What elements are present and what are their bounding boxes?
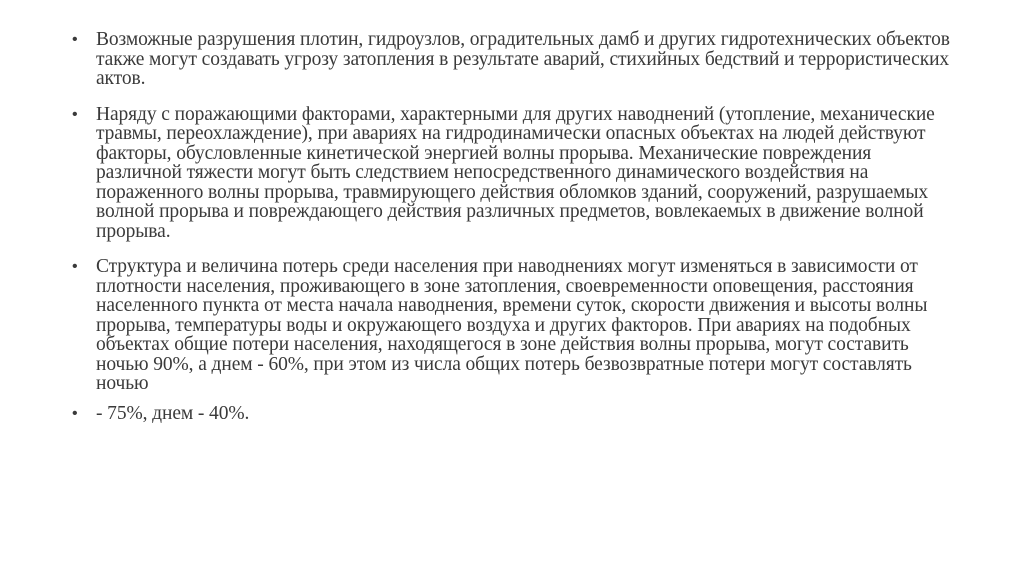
bullet-item-dam-failures <box>72 30 952 89</box>
bullet-text: Структура и величина потерь среди населения при наводнениях могут изменяться в зависимости от плотности населения, проживающего в зоне затопления, своевременности оповещения, расстояния населенного пункта от места начала наводнения, времени суток, скорости движения и высоты волны прорыва, температуры воды и окружающего воздуха и других факторов. При авариях на подобных объектах общие потери населения, находящегося в зоне действия волны прорыва, могут составить ночью 90%, а днем - 60%, при этом из числа общих потерь безвозвратные потери могут составлять ночью <box>96 256 928 394</box>
bullet-text: Возможные разрушения плотин, гидроузлов, оградительных дамб и других гидротехнических объектов также могут создавать угрозу затопления в результате аварий, стихийных бедствий и террористических актов. <box>96 29 950 89</box>
bullet-text: Наряду с поражающими факторами, характерными для других наводнений (утопление, механические травмы, переохлаждение), при авариях на гидродинамически опасных объектах на людей действуют факторы, обусловленные кинетической энергией волны прорыва. Механические повреждения различной тяжести могут быть следствием непосредственного динамического воздействия на пораженного волны прорыва, травмирующего действия обломков зданий, сооружений, разрушаемых волной прорыва и повреждающего действия различных предметов, вовлекаемых в движение волной прорыва. <box>96 103 935 242</box>
bullet-icon: • <box>72 31 78 48</box>
bullet-icon: • <box>72 404 78 422</box>
bullet-item-damaging-factors <box>72 105 952 242</box>
bullet-text: - 75%, днем - 40%. <box>96 402 250 424</box>
bullet-item-loss-percentages <box>72 404 952 424</box>
bullet-icon: • <box>72 258 78 275</box>
bullet-item-loss-structure <box>72 257 952 394</box>
bullet-list <box>72 30 952 423</box>
bullet-icon: • <box>72 105 78 123</box>
